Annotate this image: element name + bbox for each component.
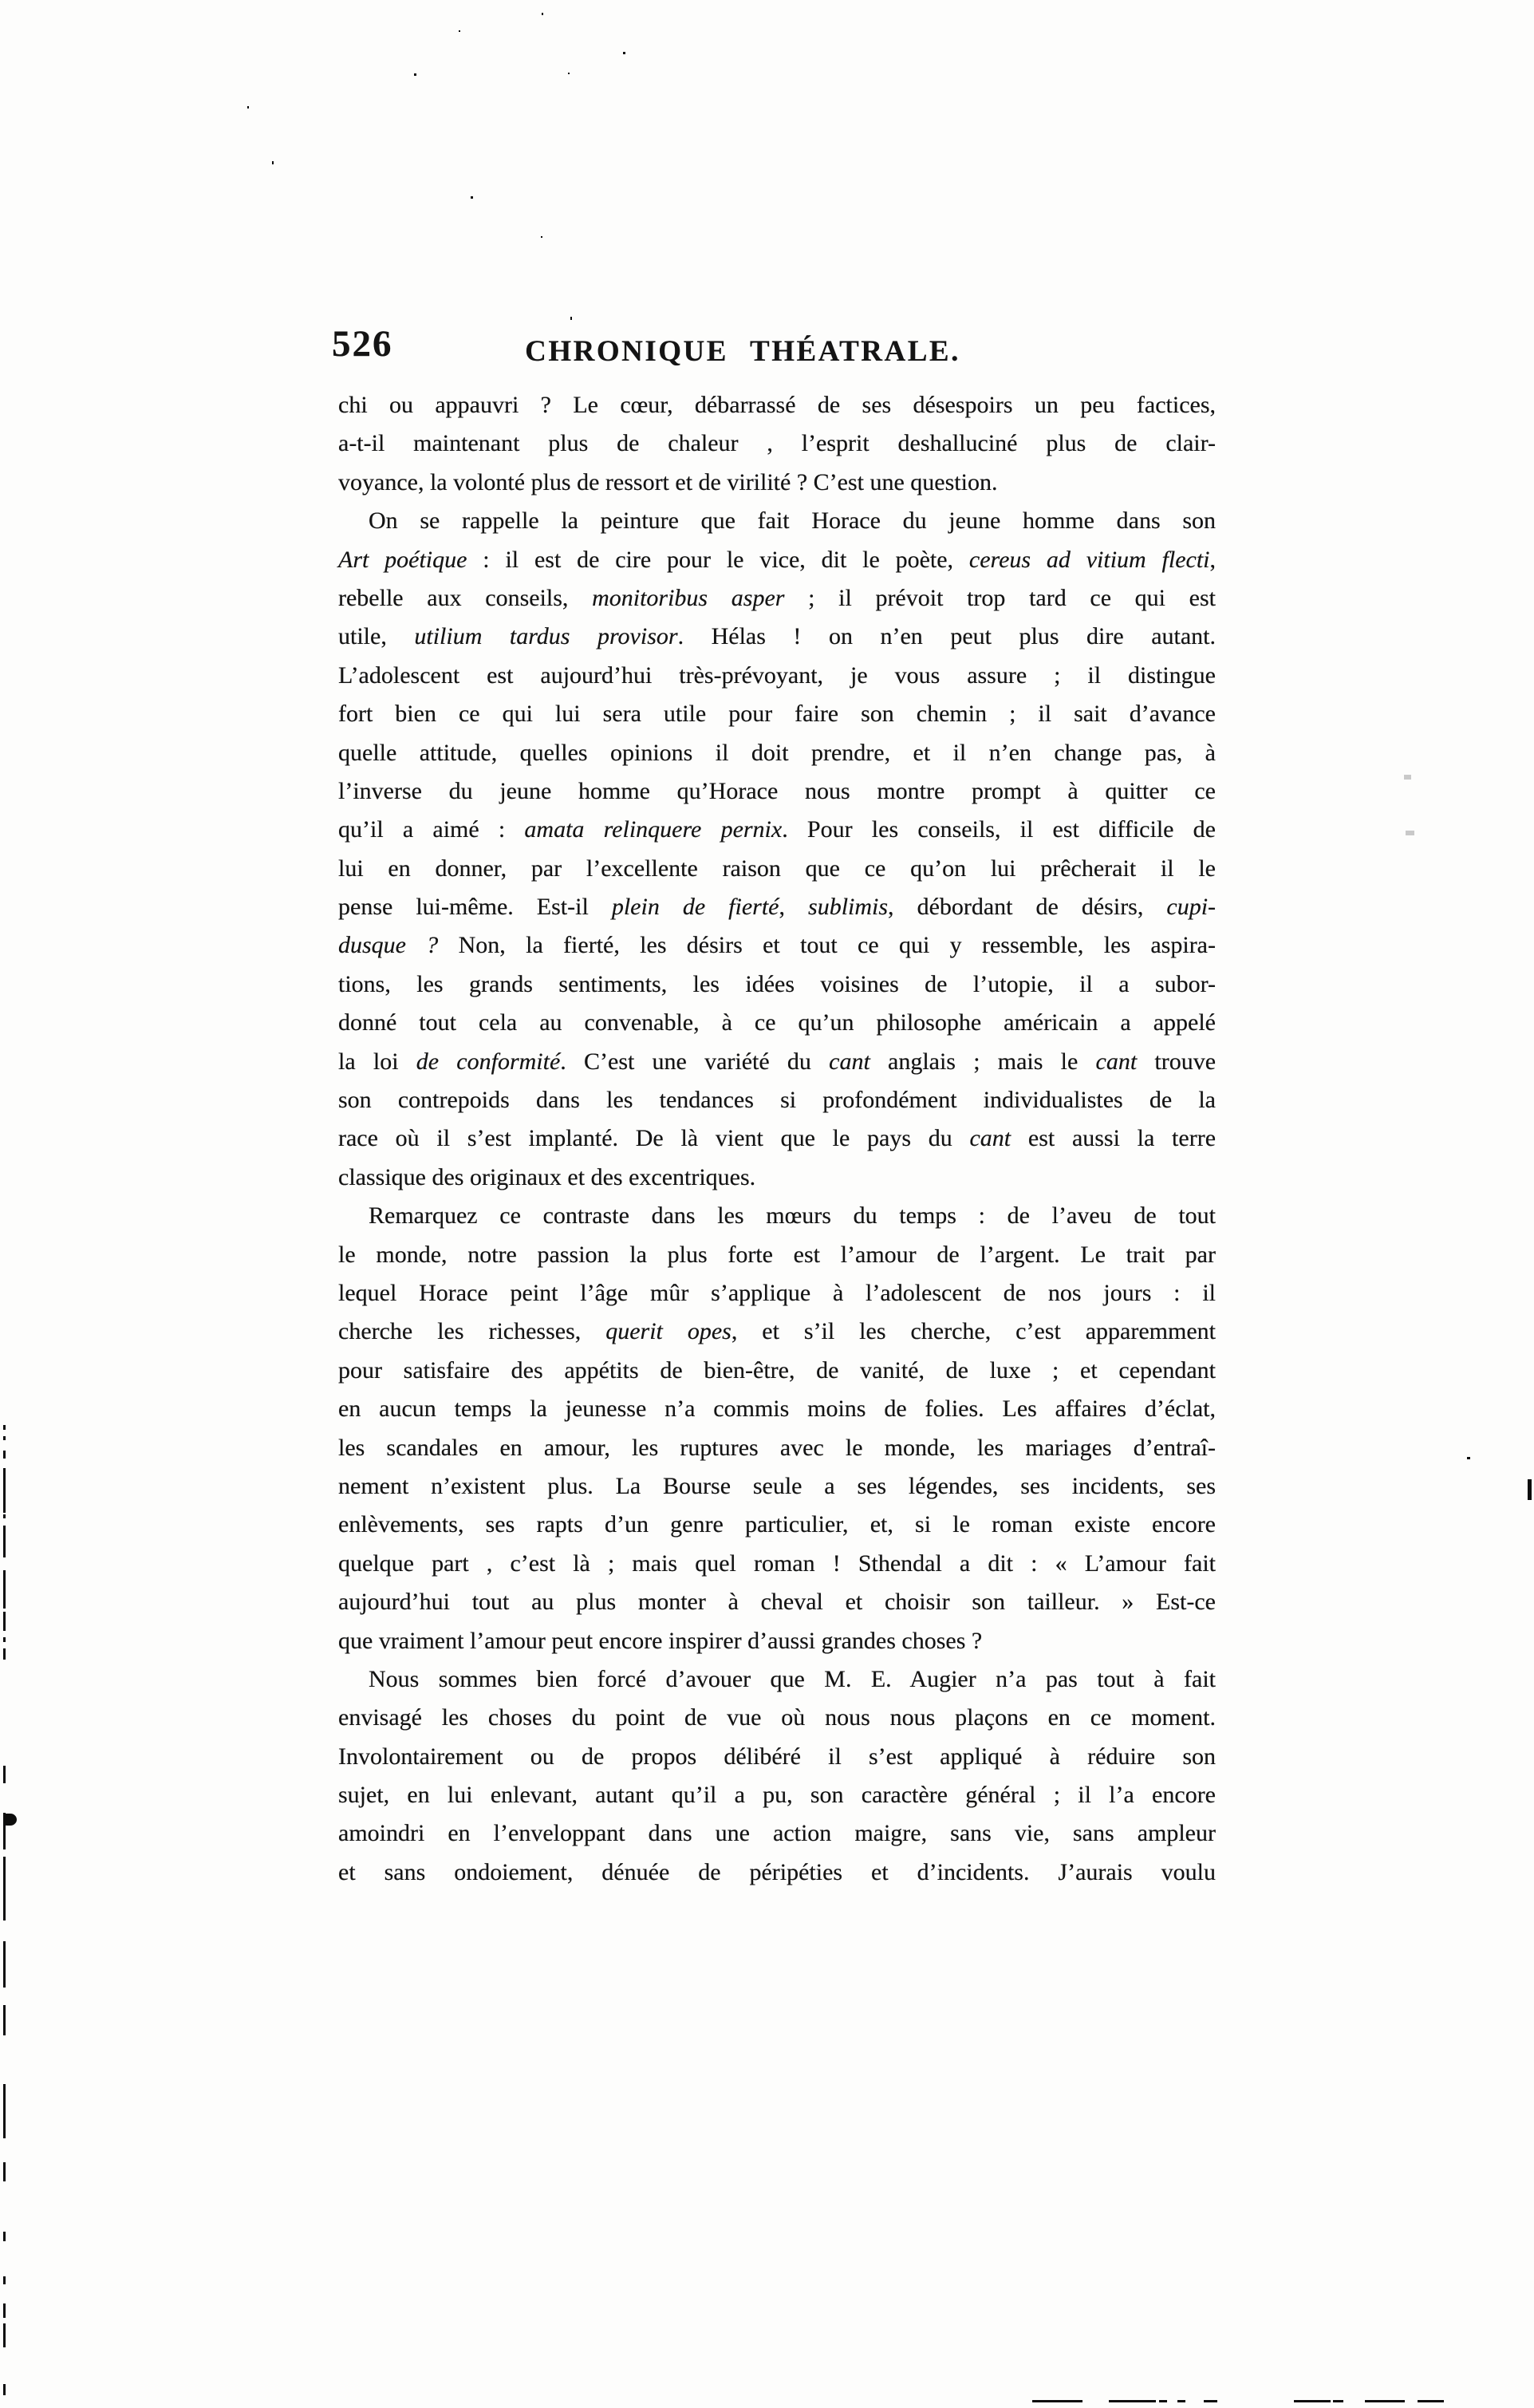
text-line <box>338 1545 1216 1583</box>
text-run: envisagé les choses du point de vue où nous nous plaçons en ce moment. <box>338 1704 1216 1731</box>
text-run: . Pour les conseils, il est difficile de <box>782 816 1216 843</box>
italic-text-run: monitoribus asper <box>592 584 785 611</box>
scan-speck <box>272 161 274 164</box>
text-run: quelque part , c’est là ; mais quel roman ! Sthendal a dit : « L’amour fait <box>338 1549 1216 1577</box>
text-line <box>338 1506 1216 1544</box>
text-line <box>338 1004 1216 1042</box>
text-run: , <box>1209 546 1217 573</box>
scan-speck <box>623 52 625 54</box>
text-run: que vraiment l’amour peut encore inspirer d’aussi grandes choses ? <box>338 1627 983 1654</box>
bottom-edge-scan-dash <box>1418 2400 1444 2402</box>
text-line <box>338 1853 1216 1892</box>
text-run: classique des originaux et des excentriques. <box>338 1163 756 1190</box>
text-run: trouve <box>1137 1048 1217 1075</box>
text-line <box>338 1814 1216 1853</box>
scan-speck <box>414 73 416 76</box>
scan-smudge <box>1406 831 1414 835</box>
text-run: donné tout cela au convenable, à ce qu’un philosophe américain a appelé <box>338 1009 1216 1036</box>
left-edge-scan-line <box>3 1526 6 1557</box>
text-line <box>338 888 1216 926</box>
left-edge-scan-line <box>3 2323 6 2347</box>
italic-text-run: amata relinquere pernix <box>524 816 783 843</box>
text-line <box>338 811 1216 849</box>
italic-text-run: Art poétique <box>338 546 467 573</box>
text-run: utile, <box>338 623 415 650</box>
text-run: le monde, notre passion la plus forte est l’amour de l’argent. Le trait par <box>338 1241 1216 1268</box>
text-line <box>338 1429 1216 1467</box>
page-text-block <box>338 386 1216 1892</box>
text-line <box>338 502 1216 540</box>
text-line <box>338 1197 1216 1235</box>
left-edge-scan-line <box>3 2384 6 2395</box>
text-line <box>338 1313 1216 1351</box>
text-run: fort bien ce qui lui sera utile pour faire son chemin ; il sait d’avance <box>338 701 1216 728</box>
scan-speck <box>247 106 249 109</box>
text-run: en aucun temps la jeunesse n’a commis moins de folies. Les affaires d’éclat, <box>338 1395 1216 1423</box>
text-run: a-t-il maintenant plus de chaleur , l’esprit deshalluciné plus de clair- <box>338 430 1216 457</box>
text-run: tions, les grands sentiments, les idées voisines de l’utopie, il a subor- <box>338 970 1216 997</box>
left-edge-scan-line <box>3 1941 6 1988</box>
scan-speck <box>1467 1457 1470 1459</box>
left-edge-scan-line <box>3 1766 6 1783</box>
left-edge-scan-line <box>3 2005 6 2035</box>
left-edge-scan-line <box>3 2084 6 2138</box>
text-run: aujourd’hui tout au plus monter à cheval et choisir son tailleur. » Est-ce <box>338 1589 1216 1616</box>
text-run: chi ou appauvri ? Le cœur, débarrassé de ses désespoirs un peu factices, <box>338 392 1216 418</box>
text-line <box>338 464 1216 502</box>
text-run: ; il prévoit trop tard ce qui est <box>784 584 1216 611</box>
left-edge-scan-line <box>3 2276 6 2284</box>
bottom-edge-scan-dash <box>1333 2400 1343 2402</box>
left-edge-scan-line <box>3 1436 6 1440</box>
text-line <box>338 926 1216 965</box>
scan-speck <box>542 13 543 15</box>
scan-speck <box>459 30 460 32</box>
text-run: pense lui-même. Est-il <box>338 894 612 921</box>
text-run: pour satisfaire des appétits de bien-être, de vanité, de luxe ; et cependant <box>338 1356 1216 1384</box>
text-line <box>338 1119 1216 1158</box>
italic-text-run: sublimis <box>808 894 889 921</box>
text-line <box>338 850 1216 888</box>
text-run: l’inverse du jeune homme qu’Horace nous montre prompt à quitter ce <box>338 777 1216 804</box>
text-line <box>338 1467 1216 1506</box>
left-edge-scan-line <box>3 1648 6 1660</box>
text-line <box>338 1236 1216 1274</box>
text-run: rebelle aux conseils, <box>338 584 593 611</box>
text-run: la loi <box>338 1048 416 1075</box>
text-line <box>338 1660 1216 1699</box>
text-run: Nous sommes bien forcé d’avouer que M. E. Augier n’a pas tout à fait <box>369 1665 1216 1692</box>
text-line <box>338 424 1216 463</box>
bottom-edge-scan-dash <box>1365 2400 1405 2402</box>
left-edge-scan-line <box>3 1514 6 1518</box>
left-edge-scan-line <box>3 2162 6 2181</box>
text-line <box>338 579 1216 618</box>
text-run: voyance, la volonté plus de ressort et de virilité ? C’est une question. <box>338 468 998 495</box>
left-edge-scan-line <box>3 1425 6 1430</box>
text-run: Involontairement ou de propos délibéré il s’est appliqué à réduire son <box>338 1743 1216 1770</box>
text-run: enlèvements, ses rapts d’un genre particulier, et, si le roman existe encore <box>338 1511 1216 1538</box>
right-edge-scan-dash <box>1528 1479 1532 1500</box>
text-run: quelle attitude, quelles opinions il doit prendre, et il n’en change pas, à <box>338 739 1216 766</box>
text-run: On se rappelle la peinture que fait Horace du jeune homme dans son <box>369 507 1216 535</box>
left-edge-scan-line <box>3 1570 6 1609</box>
text-line <box>338 1622 1216 1660</box>
text-line <box>338 1159 1216 1197</box>
italic-text-run: cant <box>829 1048 870 1075</box>
text-run: L’adolescent est aujourd’hui très-prévoyant, je vous assure ; il distingue <box>338 661 1216 689</box>
left-edge-scan-line <box>3 1612 6 1631</box>
bottom-edge-scan-dash <box>1204 2400 1217 2402</box>
left-edge-scan-line <box>3 1637 6 1642</box>
text-run: et sans ondoiement, dénuée de péripéties et d’incidents. J’aurais voulu <box>338 1858 1216 1885</box>
text-run: les scandales en amour, les ruptures avec le monde, les mariages d’entraî- <box>338 1434 1216 1461</box>
scan-speck <box>471 196 473 199</box>
text-line <box>338 1699 1216 1737</box>
italic-text-run: cereus ad vitium flecti <box>968 546 1210 573</box>
text-run: race où il s’est implanté. De là vient que le pays du <box>338 1125 970 1152</box>
running-title: CHRONIQUE THÉATRALE. <box>525 335 960 368</box>
text-run: est aussi la terre <box>1011 1125 1217 1152</box>
italic-text-run: cupi- <box>1166 894 1217 921</box>
italic-text-run: de conformité <box>416 1048 561 1075</box>
text-line <box>338 1738 1216 1776</box>
text-run: anglais ; mais le <box>870 1048 1096 1075</box>
left-edge-scan-line <box>3 1468 6 1513</box>
italic-text-run: plein de fierté <box>611 894 779 921</box>
text-run: cherche les richesses, <box>338 1318 606 1345</box>
text-run: nement n’existent plus. La Bourse seule a ses légendes, ses incidents, ses <box>338 1472 1216 1499</box>
text-line <box>338 1081 1216 1119</box>
page-number: 526 <box>332 323 393 365</box>
bottom-edge-scan-dash <box>1177 2400 1185 2402</box>
scan-smudge <box>1404 775 1411 780</box>
bottom-edge-scan-dash <box>1159 2400 1167 2402</box>
text-line <box>338 695 1216 733</box>
text-line <box>338 1390 1216 1428</box>
italic-text-run: cant <box>1095 1048 1138 1075</box>
left-edge-scan-line <box>3 1857 6 1920</box>
text-line <box>338 1043 1216 1081</box>
text-line <box>338 386 1216 424</box>
scan-speck <box>568 73 570 74</box>
text-line <box>338 541 1216 579</box>
text-run: Remarquez ce contraste dans les mœurs du temps : de l’aveu de tout <box>369 1202 1216 1230</box>
text-line <box>338 965 1216 1004</box>
ink-blob <box>4 1814 17 1826</box>
text-line <box>338 1776 1216 1814</box>
text-line <box>338 657 1216 695</box>
text-line <box>338 734 1216 772</box>
text-line <box>338 618 1216 656</box>
text-run: lequel Horace peint l’âge mûr s’applique à l’adolescent de nos jours : il <box>338 1279 1216 1306</box>
text-run: qu’il a aimé : <box>338 816 525 843</box>
text-run: , <box>779 894 809 921</box>
text-run: son contrepoids dans les tendances si profondément individualistes de la <box>338 1087 1216 1114</box>
text-line <box>338 1274 1216 1313</box>
text-line <box>338 1583 1216 1621</box>
text-run: lui en donner, par l’excellente raison que ce qu’on lui prêcherait il le <box>338 855 1216 882</box>
left-edge-scan-line <box>3 2303 6 2318</box>
bottom-edge-scan-dash <box>1109 2400 1156 2402</box>
bottom-edge-scan-dash <box>1294 2400 1331 2402</box>
text-run: : il est de cire pour le vice, dit le poète, <box>467 546 969 573</box>
left-edge-scan-line <box>3 1451 6 1459</box>
scan-speck <box>541 236 542 238</box>
scan-speck <box>570 317 572 320</box>
italic-text-run: cant <box>969 1125 1011 1152</box>
italic-text-run: dusque ? <box>338 932 439 959</box>
left-edge-scan-line <box>3 2232 6 2241</box>
text-line <box>338 1352 1216 1390</box>
text-run: . Hélas ! on n’en peut plus dire autant. <box>677 623 1217 650</box>
text-run: , débordant de désirs, <box>888 894 1167 921</box>
text-run: Non, la fierté, les désirs et tout ce qui y ressemble, les aspira- <box>438 932 1216 959</box>
italic-text-run: querit opes <box>605 1318 732 1345</box>
text-run: sujet, en lui enlevant, autant qu’il a pu, son caractère général ; il l’a encore <box>338 1782 1216 1809</box>
italic-text-run: utilium tardus provisor <box>414 623 678 650</box>
text-run: . C’est une variété du <box>560 1048 830 1075</box>
text-run: amoindri en l’enveloppant dans une action maigre, sans vie, sans ampleur <box>338 1820 1216 1847</box>
bottom-edge-scan-dash <box>1032 2400 1082 2402</box>
text-run: , et s’il les cherche, c’est apparemment <box>731 1318 1217 1345</box>
text-line <box>338 772 1216 811</box>
